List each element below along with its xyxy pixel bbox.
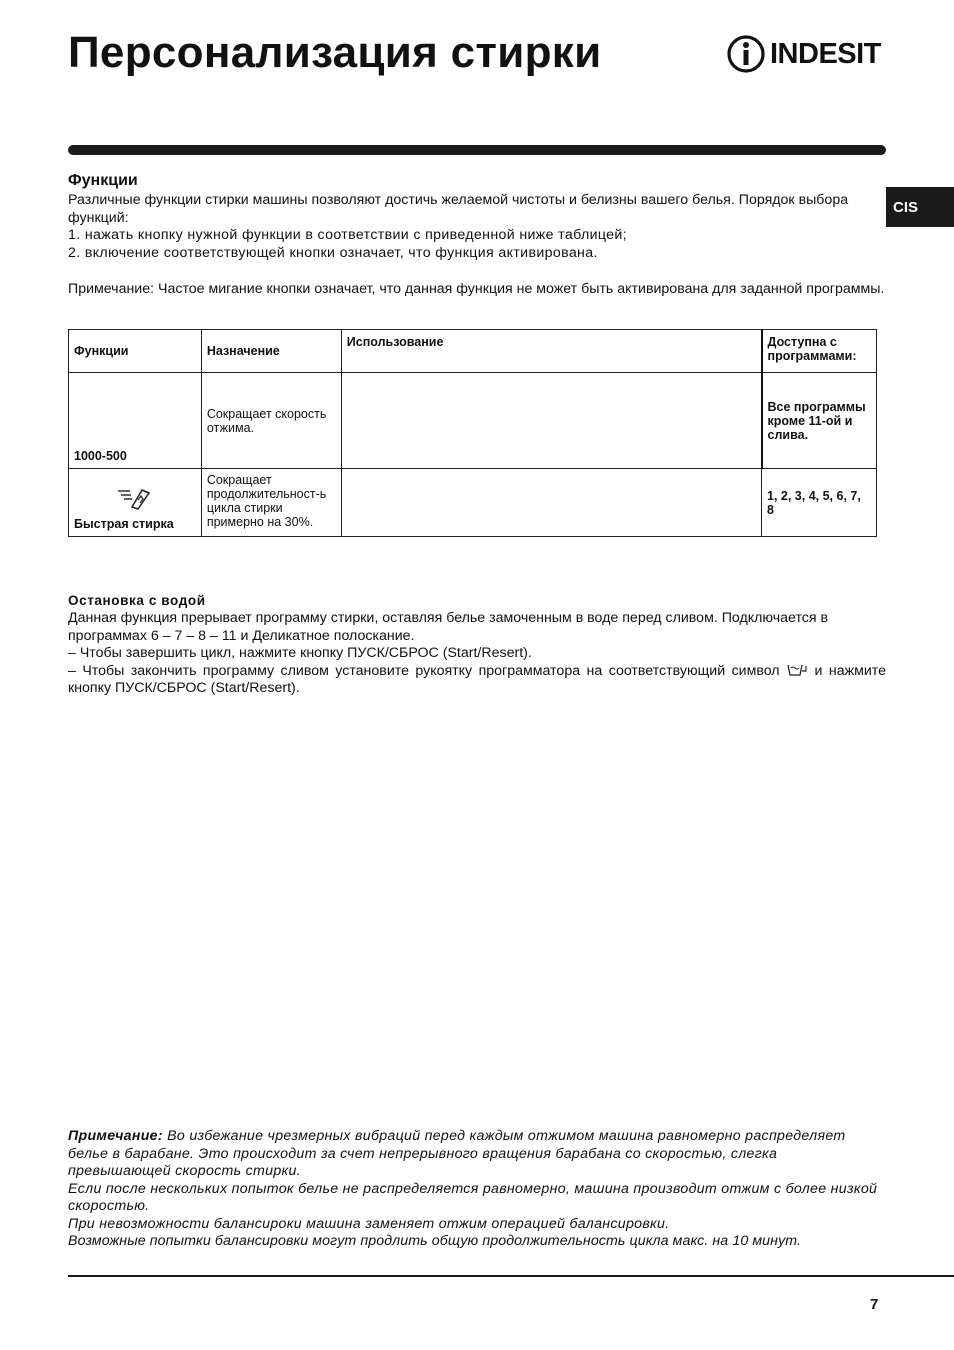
note-label: Примечание: [68, 1128, 163, 1144]
quick-wash-icon [116, 485, 154, 511]
footer-rule [68, 1275, 954, 1277]
stop-text-2: – Чтобы завершить цикл, нажмите кнопку ПУСК/СБРОС (Start/Resert). [68, 645, 532, 662]
stop-water-text [68, 610, 886, 698]
header-rule [68, 145, 886, 155]
functions-table [68, 329, 877, 537]
function-name: Быстрая стирка [74, 517, 174, 531]
intro-text: Различные функции стирки машины позволяют достичь желаемой чистоты и белизны вашего белья. Порядок выбора функций: [68, 192, 849, 226]
function-name: 1000-500 [74, 449, 127, 463]
note-line-4: Возможные попытки балансировки могут продлить общую продолжительность цикла макс. на 10 минут. [68, 1233, 802, 1249]
step-2: 2. включение соответствующей кнопки означает, что функция активирована. [68, 244, 598, 261]
stop-text-3-after: и нажмите кнопку ПУСК/СБРОС (Start/Resert). [68, 662, 886, 697]
functions-note [68, 281, 886, 299]
brand-logo [726, 32, 881, 76]
row-function [69, 373, 202, 469]
note-text-1: Во избежание чрезмерных вибраций перед каждым отжимом машина равномерно распределяет белье в барабане. Это происходит за счет непрерывного вращения барабана со скоростью, слегка превышающей скорость стирки. [68, 1128, 846, 1179]
table-row [69, 469, 877, 537]
drain-symbol-icon [786, 663, 808, 677]
row-usage [341, 469, 761, 537]
row-available: Все программы кроме 11-ой и слива. [762, 373, 877, 469]
stop-text-3 [68, 663, 886, 698]
indesit-logo-icon [726, 32, 766, 76]
note-line-1 [68, 1128, 878, 1181]
functions-heading: Функции [68, 172, 138, 189]
table-row [69, 373, 877, 469]
balancing-note [68, 1128, 878, 1251]
col-header-usage: Использование [341, 330, 761, 373]
functions-intro [68, 192, 886, 262]
step-1: 1. нажать кнопку нужной функции в соответствии с приведенной ниже таблицей; [68, 227, 627, 244]
note-line-3: При невозможности балансироки машина заменяет отжим операцией балансировки. [68, 1215, 670, 1232]
stop-text-1: Данная функция прерывает программу стирки, оставляя белье замоченным в воде перед сливом. Подключается в программах 6 – 7 – 8 – 11 и Деликатное полоскание. [68, 610, 829, 644]
page-title: Персонализация стирки [68, 28, 602, 77]
note-line-2: Если после нескольких попыток белье не распределяется равномерно, машина производит отжим с более низкой скоростью. [68, 1180, 878, 1214]
table-header-row [69, 330, 877, 373]
row-purpose: Сокращает продолжительност-ь цикла стирки примерно на 30%. [201, 469, 341, 537]
col-header-purpose: Назначение [201, 330, 341, 373]
row-usage [341, 373, 761, 469]
col-header-function: Функции [69, 330, 202, 373]
row-available: 1, 2, 3, 4, 5, 6, 7, 8 [762, 469, 877, 537]
col-header-available: Доступна с программами: [762, 330, 877, 373]
brand-name: INDESIT [770, 37, 881, 70]
language-tab: CIS [886, 187, 954, 227]
page-number: 7 [870, 1296, 879, 1313]
functions-note-text: Примечание: Частое мигание кнопки означает, что данная функция не может быть активирована для заданной программы. [68, 281, 885, 297]
row-function [69, 469, 202, 537]
stop-text-3-before: – Чтобы закончить программу сливом установите рукоятку программатора на соответствующий символ [68, 662, 780, 679]
row-purpose: Сокращает скорость отжима. [201, 373, 341, 469]
stop-water-heading: Остановка с водой [68, 593, 206, 608]
